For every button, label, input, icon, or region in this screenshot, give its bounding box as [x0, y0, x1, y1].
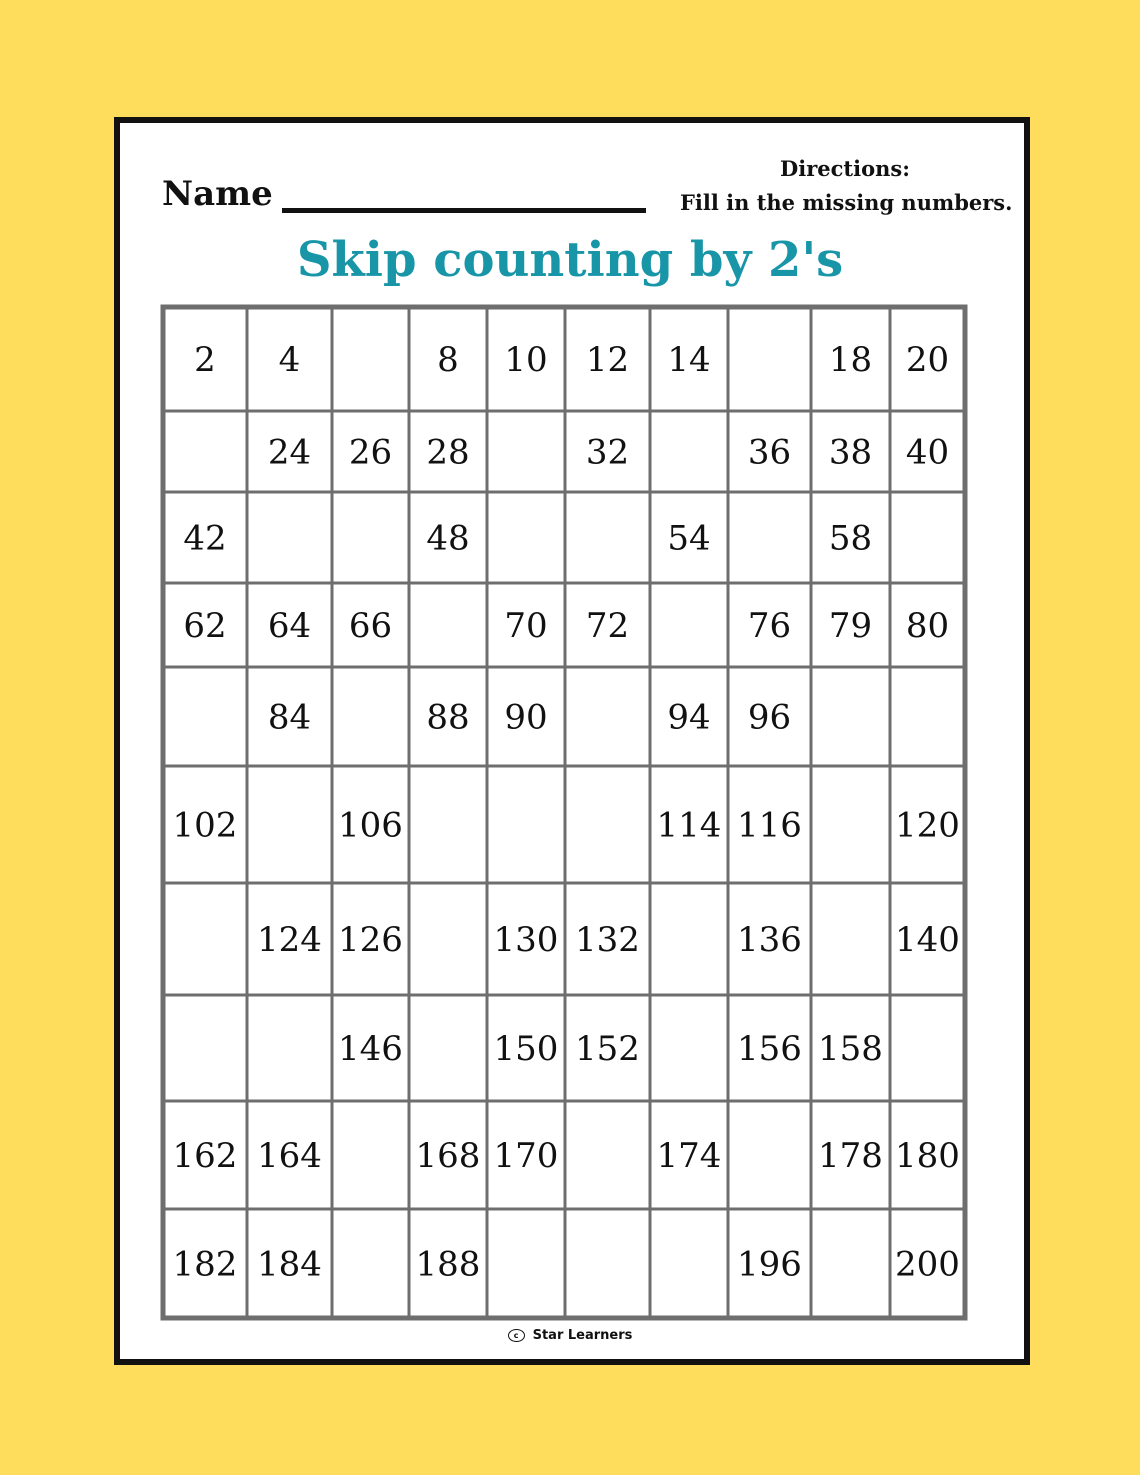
- blank-cell[interactable]: [411, 768, 485, 881]
- cell-number: 140: [895, 920, 960, 960]
- cell-number: 88: [426, 697, 470, 738]
- cell-number: 38: [828, 432, 873, 473]
- blank-cell[interactable]: [334, 1211, 407, 1316]
- copyright-icon: c: [508, 1329, 525, 1342]
- cell-number: 188: [415, 1244, 481, 1285]
- cell-number: 32: [585, 432, 630, 473]
- blank-cell[interactable]: [567, 768, 648, 881]
- cell-number: 14: [667, 340, 711, 380]
- page-title: Skip counting by 2's: [296, 232, 844, 288]
- cell-number: 168: [415, 1136, 481, 1176]
- blank-cell[interactable]: [334, 494, 407, 581]
- directions-heading: Directions:: [780, 156, 910, 181]
- cell-number: 174: [656, 1136, 722, 1176]
- cell-number: 72: [585, 606, 630, 646]
- blank-cell[interactable]: [567, 1211, 648, 1316]
- cell-number: 58: [828, 518, 873, 559]
- cell-number: 106: [338, 805, 403, 846]
- blank-cell[interactable]: [249, 494, 330, 581]
- cell-number: 76: [747, 606, 792, 646]
- cell-number: 10: [504, 340, 548, 380]
- blank-cell[interactable]: [165, 669, 245, 764]
- cell-number: 20: [905, 340, 950, 380]
- blank-cell[interactable]: [567, 1103, 648, 1207]
- blank-cell[interactable]: [165, 413, 245, 490]
- directions-text: Fill in the missing numbers.: [680, 190, 1013, 215]
- blank-cell[interactable]: [892, 997, 963, 1099]
- blank-cell[interactable]: [334, 309, 407, 409]
- cell-number: 170: [493, 1136, 559, 1176]
- cell-number: 156: [737, 1029, 802, 1069]
- cell-number: 116: [737, 805, 802, 846]
- cell-number: 120: [895, 805, 960, 846]
- cell-number: 196: [737, 1244, 802, 1285]
- cell-number: 36: [747, 432, 792, 473]
- blank-cell[interactable]: [730, 1103, 809, 1207]
- blank-cell[interactable]: [567, 669, 648, 764]
- cell-number: 178: [818, 1136, 883, 1176]
- blank-cell[interactable]: [813, 885, 888, 993]
- cell-number: 62: [183, 606, 227, 646]
- cell-number: 8: [437, 340, 459, 380]
- name-label: Name: [162, 174, 273, 214]
- blank-cell[interactable]: [892, 669, 963, 764]
- cell-number: 180: [895, 1136, 960, 1176]
- blank-cell[interactable]: [730, 494, 809, 581]
- blank-cell[interactable]: [165, 997, 245, 1099]
- cell-number: 130: [493, 920, 559, 960]
- cell-number: 28: [426, 432, 470, 473]
- cell-number: 70: [504, 606, 548, 646]
- cell-number: 48: [426, 518, 470, 559]
- blank-cell[interactable]: [334, 1103, 407, 1207]
- blank-cell[interactable]: [489, 1211, 563, 1316]
- cell-number: 124: [257, 920, 322, 960]
- blank-cell[interactable]: [652, 885, 726, 993]
- cell-number: 2: [194, 340, 216, 380]
- cell-number: 64: [267, 606, 312, 646]
- cell-number: 94: [667, 697, 711, 738]
- cell-number: 18: [828, 340, 873, 380]
- blank-cell[interactable]: [249, 997, 330, 1099]
- cell-number: 80: [905, 606, 950, 646]
- cell-number: 152: [575, 1029, 640, 1069]
- cell-number: 84: [267, 697, 312, 738]
- cell-number: 79: [828, 606, 873, 646]
- cell-number: 90: [504, 697, 548, 738]
- cell-number: 162: [172, 1136, 238, 1176]
- cell-number: 40: [905, 432, 950, 473]
- cell-number: 42: [183, 518, 227, 559]
- cell-number: 12: [585, 340, 630, 380]
- cell-number: 114: [656, 805, 722, 846]
- cell-number: 164: [257, 1136, 322, 1176]
- blank-cell[interactable]: [489, 494, 563, 581]
- blank-cell[interactable]: [652, 413, 726, 490]
- blank-cell[interactable]: [411, 997, 485, 1099]
- cell-number: 26: [348, 432, 393, 473]
- footer-brand: Star Learners: [532, 1328, 633, 1343]
- cell-number: 54: [667, 518, 711, 559]
- blank-cell[interactable]: [652, 997, 726, 1099]
- blank-cell[interactable]: [652, 585, 726, 665]
- footer: [470, 1328, 670, 1343]
- blank-cell[interactable]: [652, 1211, 726, 1316]
- cell-number: 184: [257, 1244, 322, 1285]
- blank-cell[interactable]: [411, 585, 485, 665]
- cell-number: 150: [493, 1029, 559, 1069]
- cell-number: 126: [338, 920, 403, 960]
- blank-cell[interactable]: [411, 885, 485, 993]
- blank-cell[interactable]: [334, 669, 407, 764]
- cell-number: 96: [747, 697, 792, 738]
- cell-number: 24: [267, 432, 312, 473]
- cell-number: 102: [172, 805, 238, 846]
- cell-number: 136: [737, 920, 802, 960]
- blank-cell[interactable]: [892, 494, 963, 581]
- blank-cell[interactable]: [730, 309, 809, 409]
- cell-number: 66: [348, 606, 393, 646]
- blank-cell[interactable]: [489, 413, 563, 490]
- cell-number: 182: [172, 1244, 238, 1285]
- cell-number: 200: [895, 1244, 960, 1285]
- cell-number: 132: [575, 920, 640, 960]
- cell-number: 158: [818, 1029, 883, 1069]
- cell-number: 4: [278, 340, 301, 380]
- blank-cell[interactable]: [813, 768, 888, 881]
- blank-cell[interactable]: [165, 885, 245, 993]
- blank-cell[interactable]: [249, 768, 330, 881]
- blank-cell[interactable]: [813, 1211, 888, 1316]
- cell-number: 146: [338, 1029, 403, 1069]
- blank-cell[interactable]: [489, 768, 563, 881]
- blank-cell[interactable]: [813, 669, 888, 764]
- blank-cell[interactable]: [567, 494, 648, 581]
